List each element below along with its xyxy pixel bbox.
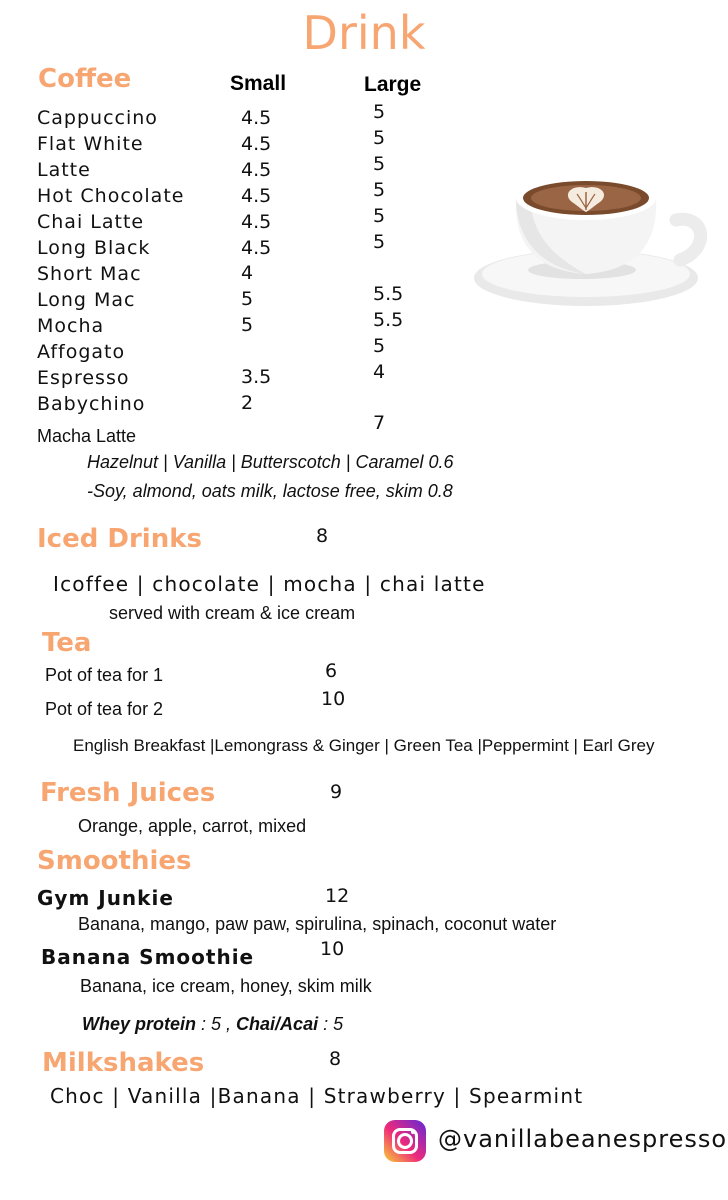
syrup-options: Hazelnut | Vanilla | Butterscotch | Caramel 0.6 — [87, 452, 454, 472]
extra-chai-label: Chai/Acai — [236, 1014, 319, 1034]
menu-item-hot-chocolate: Hot Chocolate — [37, 185, 185, 207]
extra-whey-label: Whey protein — [82, 1014, 197, 1034]
price-large: 7 — [373, 412, 386, 434]
coffee-heading: Coffee — [38, 64, 132, 94]
tea-price: 6 — [325, 660, 338, 682]
smoothie-description: Banana, mango, paw paw, spirulina, spinach, coconut water — [78, 914, 557, 934]
menu-item-espresso: Espresso — [37, 367, 130, 389]
menu-item-flat-white: Flat White — [37, 133, 144, 155]
menu-item-latte: Latte — [37, 159, 91, 181]
price-small: 4.5 — [241, 237, 272, 259]
price-large: 5.5 — [373, 283, 404, 305]
smoothie-description: Banana, ice cream, honey, skim milk — [80, 976, 372, 996]
iced-drinks-note: served with cream & ice cream — [109, 603, 356, 623]
milkshakes-heading: Milkshakes — [42, 1048, 205, 1078]
menu-item-cappuccino: Cappuccino — [37, 107, 158, 129]
price-large: 5 — [373, 231, 386, 253]
price-small: 5 — [241, 314, 254, 336]
fresh-juices-price: 9 — [330, 781, 343, 803]
price-small: 4.5 — [241, 159, 272, 181]
milk-options: -Soy, almond, oats milk, lactose free, skim 0.8 — [87, 481, 453, 501]
tea-price: 10 — [321, 688, 346, 710]
iced-drinks-heading: Iced Drinks — [37, 524, 202, 554]
milkshakes-price: 8 — [329, 1048, 342, 1070]
price-large: 5 — [373, 335, 386, 357]
price-small: 4.5 — [241, 133, 272, 155]
milkshakes-options: Choc | Vanilla |Banana | Strawberry | Spearmint — [50, 1084, 584, 1108]
smoothie-price: 10 — [320, 938, 345, 960]
price-small: 2 — [241, 392, 254, 414]
price-small: 4.5 — [241, 211, 272, 233]
smoothie-gym-junkie: Gym Junkie — [37, 886, 174, 910]
tea-varieties: English Breakfast |Lemongrass & Ginger | Green Tea |Peppermint | Earl Grey — [73, 736, 655, 755]
smoothies-heading: Smoothies — [37, 846, 192, 876]
price-small: 4 — [241, 262, 254, 284]
menu-item-long-black: Long Black — [37, 237, 151, 259]
price-large: 5 — [373, 153, 386, 175]
menu-item-mocha: Mocha — [37, 315, 105, 337]
extra-whey-price: : 5 , — [196, 1014, 237, 1034]
price-large: 4 — [373, 361, 386, 383]
menu-item-affogato: Affogato — [37, 341, 126, 363]
fresh-juices-heading: Fresh Juices — [40, 778, 216, 808]
price-large: 5 — [373, 101, 386, 123]
tea-item: Pot of tea for 2 — [45, 699, 164, 719]
extra-chai-price: : 5 — [318, 1014, 344, 1034]
tea-heading: Tea — [42, 628, 92, 658]
menu-item-babychino: Babychino — [37, 393, 146, 415]
price-large: 5 — [373, 127, 386, 149]
iced-drinks-options: Icoffee | chocolate | mocha | chai latte — [53, 572, 486, 596]
price-small: 3.5 — [241, 366, 272, 388]
menu-item-macha-latte: Macha Latte — [37, 426, 137, 446]
large-column-label: Large — [364, 73, 422, 96]
menu-item-short-mac: Short Mac — [37, 263, 142, 285]
menu-item-long-mac: Long Mac — [37, 289, 136, 311]
smoothie-banana: Banana Smoothie — [41, 945, 255, 969]
instagram-icon[interactable] — [384, 1120, 426, 1162]
small-column-label: Small — [230, 72, 287, 95]
coffee-cup-image — [470, 158, 710, 318]
price-small: 4.5 — [241, 185, 272, 207]
price-large: 5 — [373, 205, 386, 227]
fresh-juices-options: Orange, apple, carrot, mixed — [78, 816, 307, 836]
tea-item: Pot of tea for 1 — [45, 665, 164, 685]
iced-drinks-price: 8 — [316, 525, 329, 547]
smoothie-price: 12 — [325, 885, 350, 907]
menu-item-chai-latte: Chai Latte — [37, 211, 145, 233]
instagram-handle[interactable]: @vanillabeanespresso — [438, 1125, 728, 1153]
price-large: 5 — [373, 179, 386, 201]
smoothie-extras — [82, 1014, 343, 1035]
page-title: Drink — [302, 6, 426, 60]
price-small: 5 — [241, 288, 254, 310]
price-large: 5.5 — [373, 309, 404, 331]
price-small: 4.5 — [241, 107, 272, 129]
